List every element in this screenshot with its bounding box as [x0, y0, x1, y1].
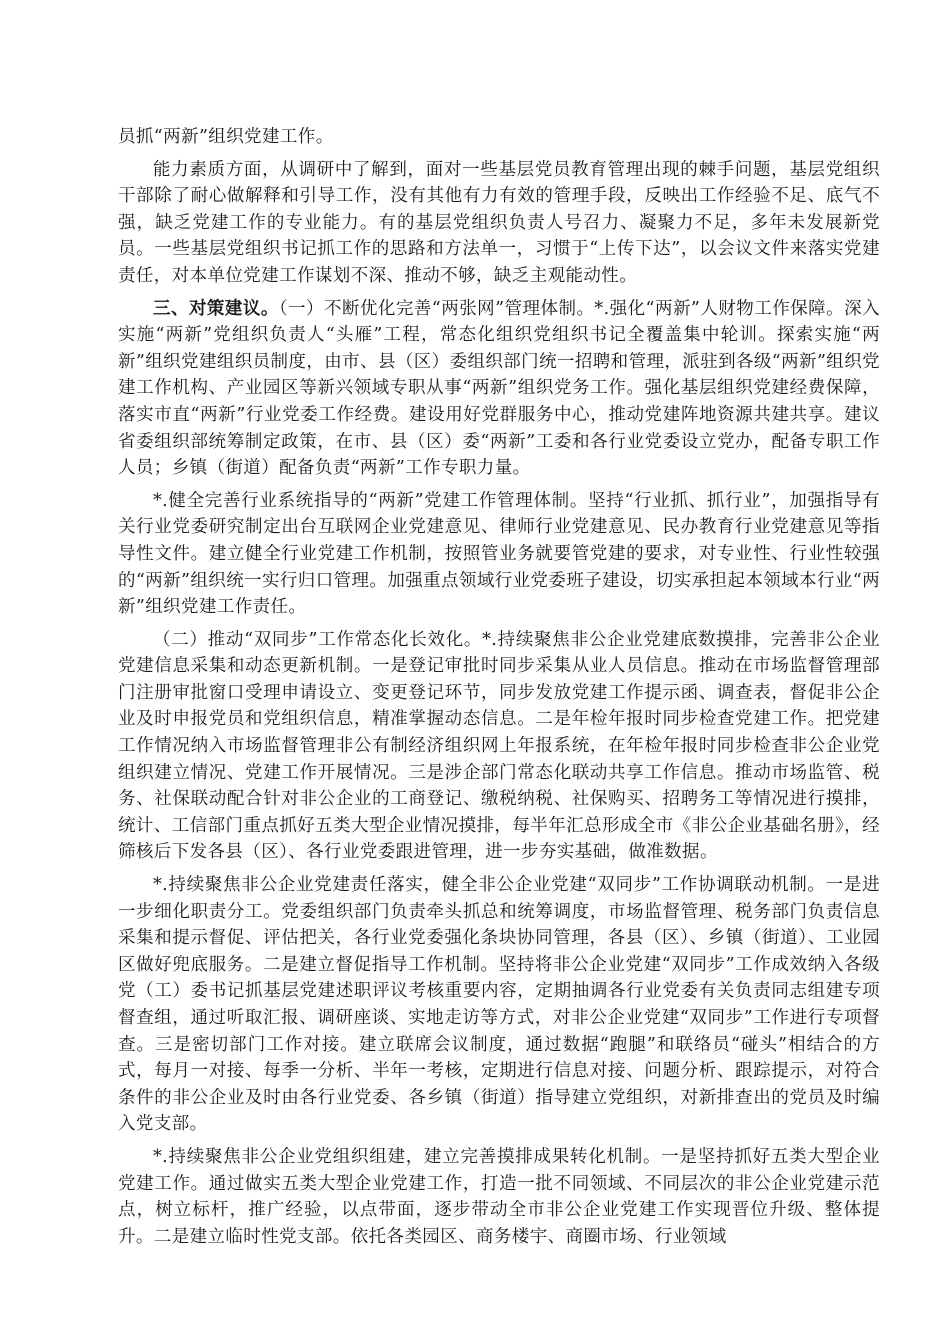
paragraph-continuation: 员抓“两新”组织党建工作。: [118, 127, 334, 147]
section-heading: 三、对策建议。: [153, 298, 279, 319]
paragraph-party-organization-building: *.持续聚焦非公企业党组织组建，建立完善摸排成果转化机制。一是坚持抓好五类大型企业党建工作。通过做实五类大型企业党建工作，打造一批不同领域、不同层次的非公企业党建示范点，树立标杆，推广经验，以点带面，逐步带动全市非公企业党建工作实现晋位升级、整体提升。二是建立临时性党支部。依托各类园区、商务楼宇、商圈市场、行业领域: [118, 1146, 880, 1247]
paragraph-industry-guidance: *.健全完善行业系统指导的“两新”党建工作管理体制。坚持“行业抓、抓行业”，加强指导有关行业党委研究制定出台互联网企业党建意见、律师行业党建意见、民办教育行业党建意见等指导性文件。建立健全行业党建工作机制，按照管业务就要管党建的要求，对专业性、行业性较强的“两新”组织统一实行归口管理。加强重点领域行业党委班子建设，切实承担起本领域本行业“两新”组织党建工作责任。: [118, 490, 880, 618]
paragraph-countermeasures-body: （一）不断优化完善“两张网”管理体制。*.强化“两新”人财物工作保障。深入实施“两新”党组织负责人“头雁”工程，常态化组织党组织书记全覆盖集中轮训。探索实施“两新”组织党建组织员制度，由市、县（区）委组织部门统一招聘和管理，派驻到各级“两新”组织党建工作机构、产业园区等新兴领域专职从事“两新”组织党务工作。强化基层组织党建经费保障，落实市直“两新”行业党委工作经费。建设用好党群服务中心，推动党建阵地资源共建共享。建议省委组织部统筹制定政策，在市、县（区）委“两新”工委和各行业党委设立党办，配备专职工作人员；乡镇（街道）配备负责“两新”工作专职力量。: [118, 298, 880, 479]
document-page: [118, 124, 880, 1250]
paragraph-double-sync: （二）推动“双同步”工作常态化长效化。*.持续聚焦非公企业党建底数摸排，完善非公企业党建信息采集和动态更新机制。一是登记审批时同步采集从业人员信息。推动在市场监督管理部门注册审批窗口受理申请设立、变更登记环节，同步发放党建工作提示函、调查表，督促非公企业及时申报党员和党组织信息，精准掌握动态信息。二是年检年报时同步检查党建工作。把党建工作情况纳入市场监督管理非公有制经济组织网上年报系统，在年检年报时同步检查非公企业党组织建立情况、党建工作开展情况。三是涉企部门常态化联动共享工作信息。推动市场监管、税务、社保联动配合针对非公企业的工商登记、缴税纳税、社保购买、招聘务工等情况进行摸排，统计、工信部门重点抓好五类大型企业情况摸排，每半年汇总形成全市《非公企业基础名册》，经筛核后下发各县（区）、各行业党委跟进管理，进一步夯实基础，做准数据。: [118, 629, 880, 863]
paragraph-ability-quality: 能力素质方面，从调研中了解到，面对一些基层党员教育管理出现的棘手问题，基层党组织干部除了耐心做解释和引导工作，没有其他有力有效的管理手段，反映出工作经验不足、底气不强，缺乏党建工作的专业能力。有的基层党组织负责人号召力、凝聚力不足，多年未发展新党员。一些基层党组织书记抓工作的思路和方法单一，习惯于“上传下达”，以会议文件来落实党建责任，对本单位党建工作谋划不深、推动不够，缺乏主观能动性。: [118, 159, 880, 286]
paragraph-countermeasures: [118, 296, 880, 482]
paragraph-responsibility: *.持续聚焦非公企业党建责任落实，健全非公企业党建“双同步”工作协调联动机制。一是进一步细化职责分工。党委组织部门负责牵头抓总和统筹调度，市场监督管理、税务部门负责信息采集和提示督促、评估把关，各行业党委强化条块协同管理，各县（区）、乡镇（街道）、工业园区做好兜底服务。二是建立督促指导工作机制。坚持将非公企业党建“双同步”工作成效纳入各级党（工）委书记抓基层党建述职评议考核重要内容，定期抽调各行业党委有关负责同志组建专项督查组，通过听取汇报、调研座谈、实地走访等方式，对非公企业党建“双同步”工作进行专项督查。三是密切部门工作对接。建立联席会议制度，通过数据“跑腿”和联络员“碰头”相结合的方式，每月一对接、每季一分析、半年一考核，定期进行信息对接、问题分析、跟踪提示，对符合条件的非公企业及时由各行业党委、各乡镇（街道）指导建立党组织，对新排查出的党员及时编入党支部。: [118, 875, 880, 1135]
